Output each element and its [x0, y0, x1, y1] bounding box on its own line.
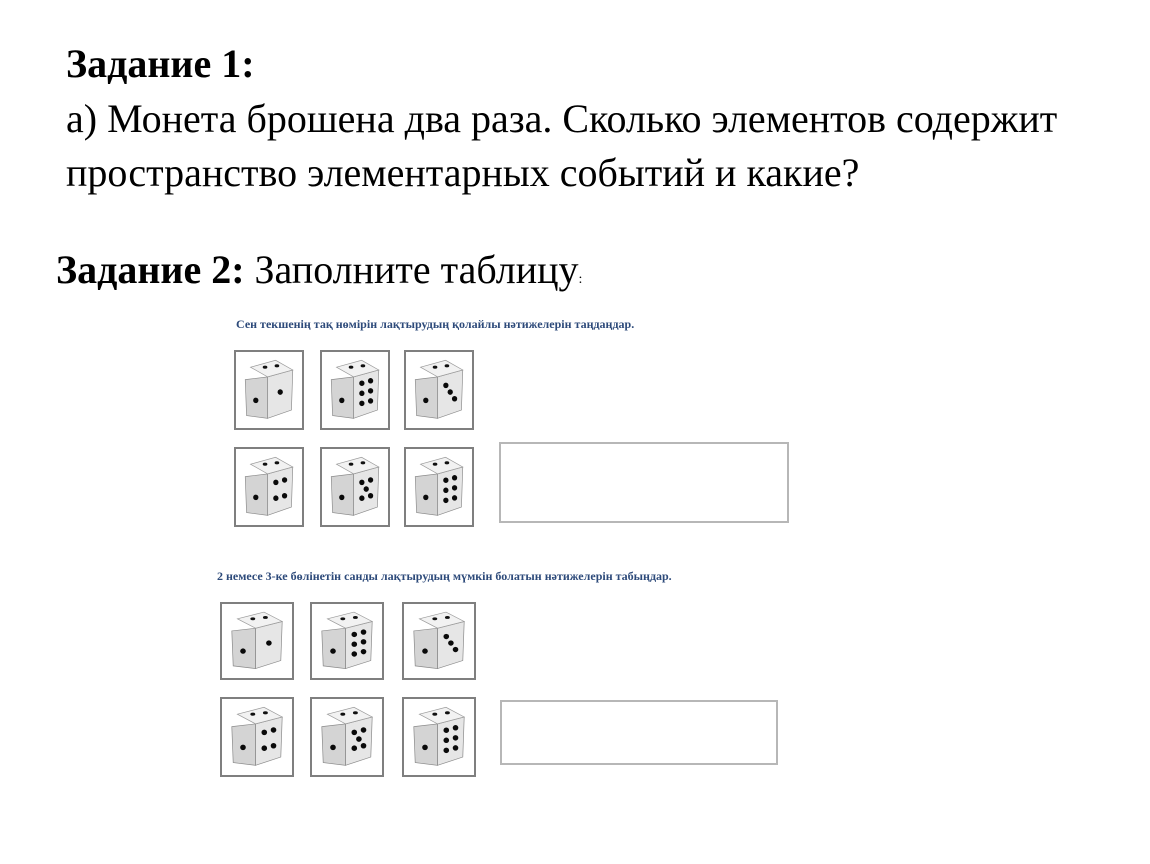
- exercise2-die[interactable]: [220, 602, 294, 680]
- exercise1-die[interactable]: [404, 447, 474, 527]
- die-face-3-icon: [406, 352, 472, 428]
- task2-heading: [56, 246, 582, 293]
- task1-question: а) Монета брошена два раза. Сколько элементов содержит пространство элементарных событий и какие?: [66, 96, 1058, 195]
- die-face-6-icon: [404, 699, 474, 775]
- exercise1-die[interactable]: [404, 350, 474, 430]
- die-face-1-icon: [236, 352, 302, 428]
- exercise2-die[interactable]: [402, 602, 476, 680]
- die-face-5-icon: [312, 699, 382, 775]
- exercise1-die[interactable]: [320, 447, 390, 527]
- die-face-6-icon: [322, 352, 388, 428]
- exercise2-die[interactable]: [310, 602, 384, 680]
- task1-title: Задание 1:: [66, 41, 255, 86]
- exercise1-die[interactable]: [320, 350, 390, 430]
- exercise1-die[interactable]: [234, 447, 304, 527]
- exercise2-caption: 2 немесе 3-ке бөлінетін санды лақтырудың мүмкін болатын нәтижелерін табыңдар.: [217, 569, 672, 583]
- exercise1-answer-box[interactable]: [499, 442, 789, 523]
- die-face-6-icon: [406, 449, 472, 525]
- die-face-1-icon: [222, 604, 292, 678]
- exercise2-die[interactable]: [310, 697, 384, 777]
- task2-colon: :: [578, 272, 583, 287]
- exercise1-die[interactable]: [234, 350, 304, 430]
- die-face-6-icon: [312, 604, 382, 678]
- die-face-5-icon: [322, 449, 388, 525]
- task2-title: Задание 2:: [56, 247, 245, 292]
- die-face-3-icon: [404, 604, 474, 678]
- exercise1-caption: Сен текшенің тақ нөмірін лақтырудың қолайлы нәтижелерін таңдаңдар.: [236, 317, 635, 331]
- die-face-4-icon: [222, 699, 292, 775]
- exercise2-die[interactable]: [402, 697, 476, 777]
- exercise2-answer-box[interactable]: [500, 700, 778, 765]
- exercise2-die[interactable]: [220, 697, 294, 777]
- die-face-4-icon: [236, 449, 302, 525]
- task2-instruction: Заполните таблицу: [244, 247, 579, 292]
